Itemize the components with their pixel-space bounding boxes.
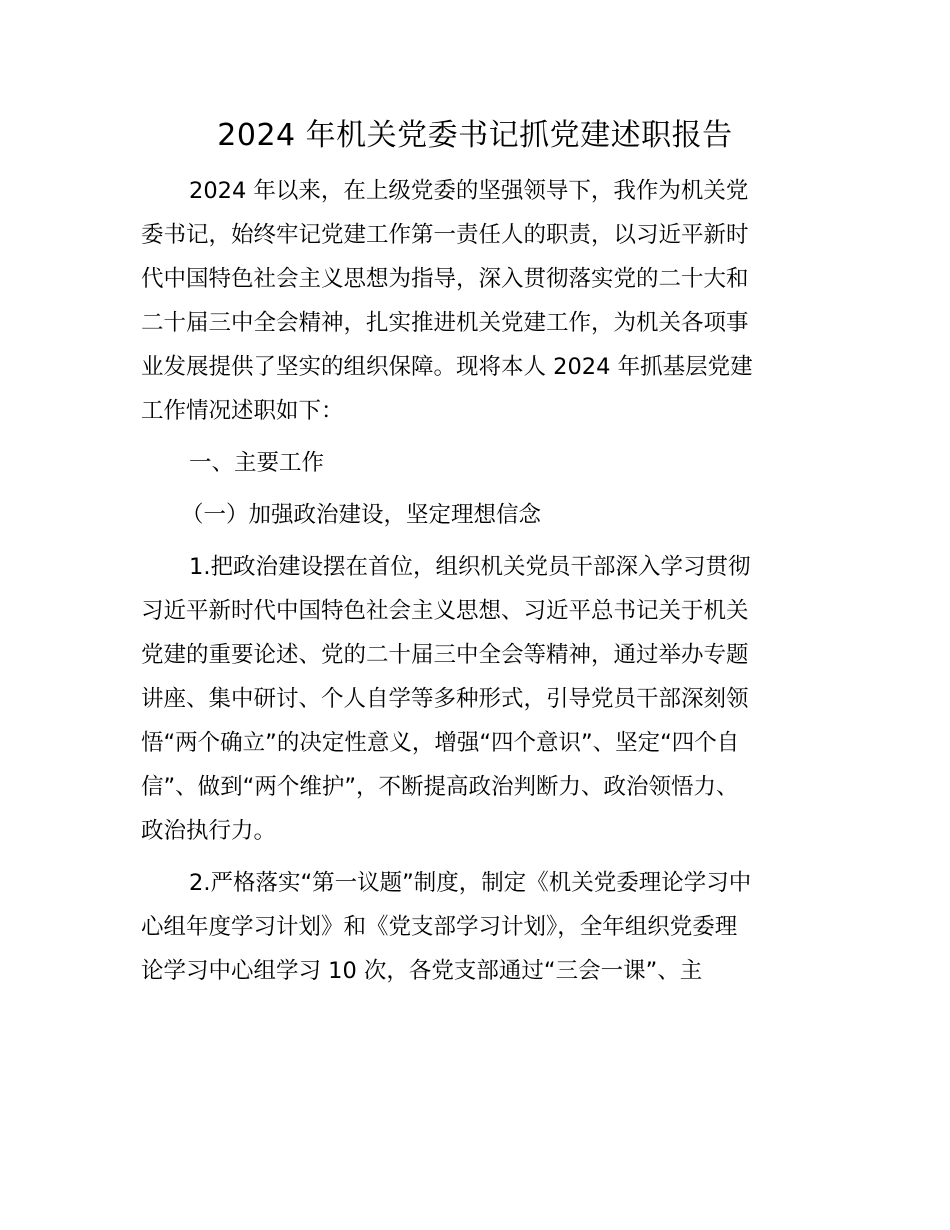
text-line: 二十届三中全会精神，扎实推进机关党建工作，为机关各项事 — [141, 310, 749, 336]
document-title: 2024 年机关党委书记抓党建述职报告 — [217, 118, 733, 153]
section-heading: 一、主要工作 — [189, 450, 325, 476]
item-1-paragraph — [141, 545, 821, 853]
text-line: 业发展提供了坚实的组织保障。现将本人 2024 年抓基层党建 — [141, 354, 753, 380]
document-body — [141, 169, 821, 993]
text-line: 委书记，始终牢记党建工作第一责任人的职责，以习近平新时 — [141, 222, 749, 248]
text-line: 讲座、集中研讨、个人自学等多种形式，引导党员干部深刻领 — [141, 686, 749, 712]
text-line: 党建的重要论述、党的二十届三中全会等精神，通过举办专题 — [141, 642, 749, 668]
subsection-heading: （一）加强政治建设，坚定理想信念 — [181, 502, 542, 528]
text-line: 悟“两个确立”的决定性意义，增强“四个意识”、坚定“四个自 — [141, 730, 740, 756]
text-line: 1.把政治建设摆在首位，组织机关党员干部深入学习贯彻 — [189, 554, 751, 580]
text-line: 代中国特色社会主义思想为指导，深入贯彻落实党的二十大和 — [141, 266, 749, 292]
text-line: 政治执行力。 — [141, 818, 277, 844]
text-line: 2024 年以来，在上级党委的坚强领导下，我作为机关党 — [189, 178, 749, 204]
text-line: 心组年度学习计划》和《党支部学习计划》，全年组织党委理 — [141, 914, 738, 940]
text-line: 工作情况述职如下： — [141, 398, 344, 424]
text-line: 2.严格落实“第一议题”制度，制定《机关党委理论学习中 — [189, 870, 752, 896]
text-line: 习近平新时代中国特色社会主义思想、习近平总书记关于机关 — [141, 598, 749, 624]
item-2-paragraph — [141, 861, 821, 993]
text-line: 论学习中心组学习 10 次，各党支部通过“三会一课”、主 — [141, 958, 703, 984]
intro-paragraph — [141, 169, 821, 433]
text-line: 信”、做到“两个维护”，不断提高政治判断力、政治领悟力、 — [141, 774, 739, 800]
